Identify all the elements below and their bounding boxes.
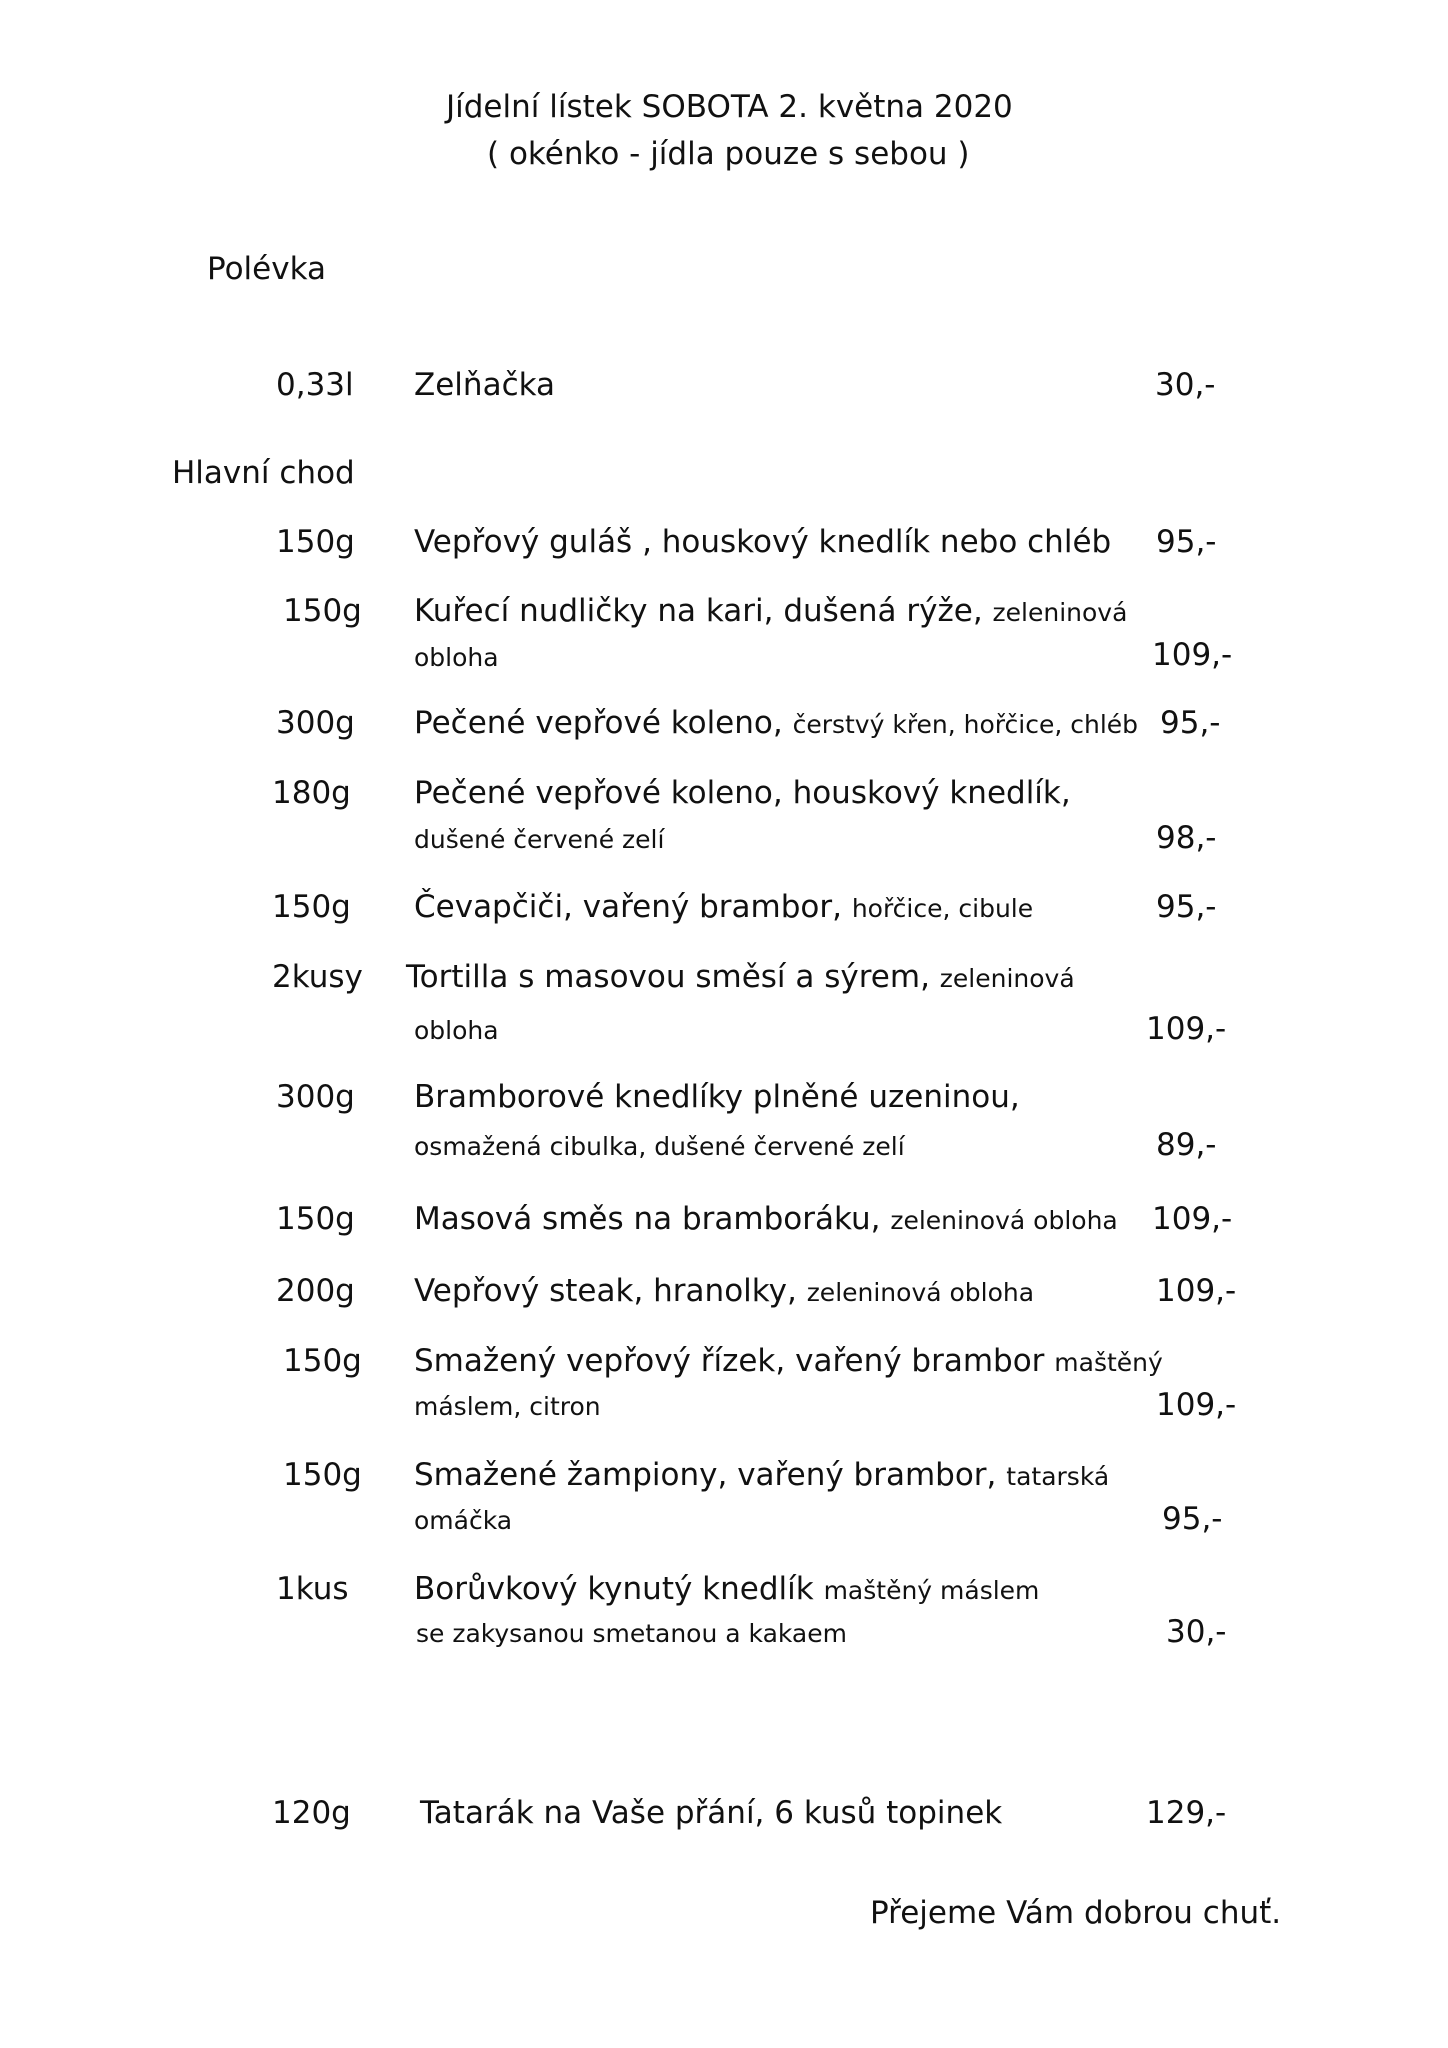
item-price: 109,- <box>1152 1201 1233 1237</box>
item-price: 98,- <box>1156 820 1217 856</box>
item-name-main: Tortilla s masovou směsí a sýrem, <box>406 959 930 995</box>
item-name <box>406 959 1075 995</box>
item-price: 109,- <box>1156 1273 1237 1309</box>
item-name <box>414 1201 1118 1237</box>
section-heading-main: Hlavní chod <box>172 455 355 491</box>
item-name-continued: obloha <box>414 643 499 672</box>
item-name-main: Smažené žampiony, vařený brambor, <box>414 1457 997 1493</box>
item-name-main: Vepřový steak, hranolky, <box>414 1273 797 1309</box>
item-name: Vepřový guláš , houskový knedlík nebo chléb <box>414 524 1112 560</box>
item-name-extra: hořčice, cibule <box>851 894 1034 923</box>
item-quantity: 200g <box>276 1273 355 1309</box>
item-name <box>414 593 1128 629</box>
item-quantity: 150g <box>272 889 351 925</box>
item-price: 95,- <box>1160 705 1221 741</box>
item-name-extra: zeleninová <box>992 598 1128 627</box>
item-quantity: 1kus <box>276 1571 349 1607</box>
item-quantity: 150g <box>276 1201 355 1237</box>
item-name-continued: máslem, citron <box>414 1392 601 1421</box>
item-name-main: Pečené vepřové koleno, <box>414 705 783 741</box>
item-name-main: Kuřecí nudličky na kari, dušená rýže, <box>414 593 983 629</box>
item-name-extra: zeleninová obloha <box>890 1206 1118 1235</box>
item-price: 95,- <box>1156 524 1217 560</box>
item-quantity: 150g <box>276 524 355 560</box>
item-name <box>414 1343 1163 1379</box>
item-name <box>414 889 1034 925</box>
item-price: 30,- <box>1155 367 1216 403</box>
item-name-continued: se zakysanou smetanou a kakaem <box>416 1619 847 1648</box>
item-quantity: 150g <box>283 1343 362 1379</box>
item-name: Bramborové knedlíky plněné uzeninou, <box>414 1079 1020 1115</box>
item-name-main: Borůvkový kynutý knedlík <box>414 1571 814 1607</box>
item-quantity: 150g <box>283 593 362 629</box>
menu-subtitle: ( okénko - jídla pouze s sebou ) <box>487 136 970 172</box>
item-quantity: 300g <box>276 705 355 741</box>
item-name <box>414 1273 1035 1309</box>
item-quantity: 150g <box>283 1457 362 1493</box>
item-name-main: Masová směs na bramboráku, <box>414 1201 881 1237</box>
item-name-continued: omáčka <box>414 1506 513 1535</box>
item-name-extra: zeleninová obloha <box>806 1278 1035 1307</box>
item-name <box>414 1457 1110 1493</box>
item-name-continued: osmažená cibulka, dušené červené zelí <box>414 1132 905 1161</box>
item-quantity: 2kusy <box>272 959 363 995</box>
item-name: Zelňačka <box>414 367 556 403</box>
section-heading-soup: Polévka <box>207 251 326 287</box>
item-name-extra: zeleninová <box>939 964 1075 993</box>
item-price: 109,- <box>1156 1387 1237 1423</box>
item-name: Pečené vepřové koleno, houskový knedlík, <box>414 775 1071 811</box>
item-name-extra: tatarská <box>1006 1462 1110 1491</box>
item-name-extra: maštěný <box>1054 1348 1163 1377</box>
item-name <box>414 705 1139 741</box>
item-name-main: Čevapčiči, vařený brambor, <box>414 889 842 925</box>
item-quantity: 120g <box>272 1795 351 1831</box>
item-quantity: 0,33l <box>276 367 354 403</box>
item-price: 89,- <box>1156 1127 1217 1163</box>
item-name-extra: čerstvý křen, hořčice, chléb <box>792 710 1139 739</box>
item-name-continued: obloha <box>414 1016 499 1045</box>
item-name-extra: maštěný máslem <box>823 1576 1040 1605</box>
item-price: 129,- <box>1146 1795 1227 1831</box>
item-name-main: Smažený vepřový řízek, vařený brambor <box>414 1343 1045 1379</box>
menu-title: Jídelní lístek SOBOTA 2. května 2020 <box>446 89 1013 125</box>
item-price: 30,- <box>1166 1614 1227 1650</box>
item-name: Tatarák na Vaše přání, 6 kusů topinek <box>420 1795 1003 1831</box>
item-quantity: 300g <box>276 1079 355 1115</box>
item-price: 109,- <box>1152 637 1233 673</box>
item-name <box>414 1571 1040 1607</box>
closing-wish: Přejeme Vám dobrou chuť. <box>870 1895 1282 1931</box>
item-price: 95,- <box>1156 889 1217 925</box>
item-name-continued: dušené červené zelí <box>414 825 665 854</box>
item-quantity: 180g <box>272 775 351 811</box>
item-price: 95,- <box>1162 1501 1223 1537</box>
item-price: 109,- <box>1146 1011 1227 1047</box>
